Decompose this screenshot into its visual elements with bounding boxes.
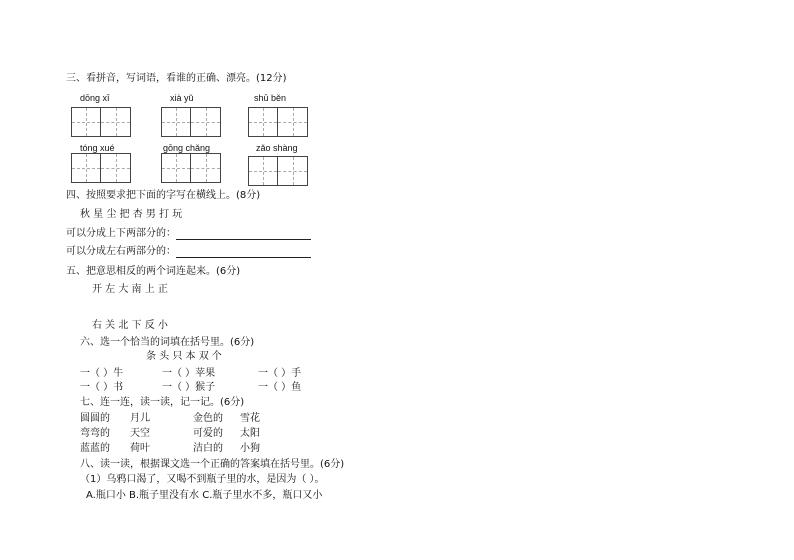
section6-row1-b[interactable]: 一（ ）苹果 xyxy=(162,368,216,379)
section6-title: 六、选一个恰当的词填在括号里。(6分) xyxy=(80,337,255,348)
s7-r3-c4[interactable]: 小狗 xyxy=(240,443,260,454)
s7-r1-c2[interactable]: 月儿 xyxy=(130,413,150,424)
section6-options: 条 头 只 本 双 个 xyxy=(146,351,222,362)
answer-line-1[interactable] xyxy=(176,230,311,240)
section5-row1: 开 左 大 南 上 正 xyxy=(92,284,168,295)
writing-grid-6[interactable] xyxy=(248,156,308,186)
section8-choices[interactable]: A.瓶口小 B.瓶子里没有水 C.瓶子里水不多，瓶口又小 xyxy=(86,490,323,501)
section4-chars: 秋 星 尘 把 杏 男 打 玩 xyxy=(80,209,183,220)
section5-title: 五、把意思相反的两个词连起来。(6分) xyxy=(66,266,241,277)
writing-grid-2[interactable] xyxy=(161,107,221,137)
line2-label: 可以分成左右两部分的： xyxy=(66,246,176,257)
section6-row2-b[interactable]: 一（ ）猴子 xyxy=(162,382,216,393)
pinyin-4: tóng xué xyxy=(80,143,115,153)
section5-row2: 右 关 北 下 反 小 xyxy=(92,320,168,331)
section6-row1-a[interactable]: 一（ ）牛 xyxy=(80,368,124,379)
writing-grid-5[interactable] xyxy=(161,153,221,183)
writing-grid-4[interactable] xyxy=(71,153,131,183)
pinyin-6: zǎo shàng xyxy=(256,143,298,153)
s7-r2-c4[interactable]: 太阳 xyxy=(240,428,260,439)
writing-grid-3[interactable] xyxy=(248,107,308,137)
s7-r3-c1[interactable]: 蓝蓝的 xyxy=(80,443,110,454)
pinyin-5: gōng chǎng xyxy=(163,143,211,153)
s7-r1-c1[interactable]: 圆圆的 xyxy=(80,413,110,424)
s7-r1-c3[interactable]: 金色的 xyxy=(193,413,223,424)
pinyin-2: xià yǔ xyxy=(170,93,194,103)
s7-r3-c2[interactable]: 荷叶 xyxy=(130,443,150,454)
line1 xyxy=(66,228,311,240)
section6-row2-c[interactable]: 一（ ）鱼 xyxy=(258,382,302,393)
section8-question[interactable]: （1）乌鸦口渴了，又喝不到瓶子里的水，是因为（ ）。 xyxy=(80,474,325,485)
s7-r3-c3[interactable]: 洁白的 xyxy=(193,443,223,454)
section6-row1-c[interactable]: 一（ ）手 xyxy=(258,368,302,379)
section6-row2-a[interactable]: 一（ ）书 xyxy=(80,382,124,393)
line2 xyxy=(66,246,311,258)
pinyin-3: shū běn xyxy=(254,93,287,103)
writing-grid-1[interactable] xyxy=(71,107,131,137)
section4-title: 四、按照要求把下面的字写在横线上。(8分) xyxy=(66,190,261,201)
pinyin-1: dōng xī xyxy=(80,93,110,103)
section7-title: 七、连一连，读一读，记一记。(6分) xyxy=(80,397,245,408)
line1-label: 可以分成上下两部分的： xyxy=(66,228,176,239)
answer-line-2[interactable] xyxy=(176,248,311,258)
s7-r1-c4[interactable]: 雪花 xyxy=(240,413,260,424)
s7-r2-c2[interactable]: 天空 xyxy=(130,428,150,439)
section8-title: 八、读一读，根据课文选一个正确的答案填在括号里。(6分) xyxy=(80,459,345,470)
section3-title: 三、看拼音，写词语，看谁的正确、漂亮。(12分) xyxy=(66,73,287,84)
s7-r2-c1[interactable]: 弯弯的 xyxy=(80,428,110,439)
s7-r2-c3[interactable]: 可爱的 xyxy=(193,428,223,439)
